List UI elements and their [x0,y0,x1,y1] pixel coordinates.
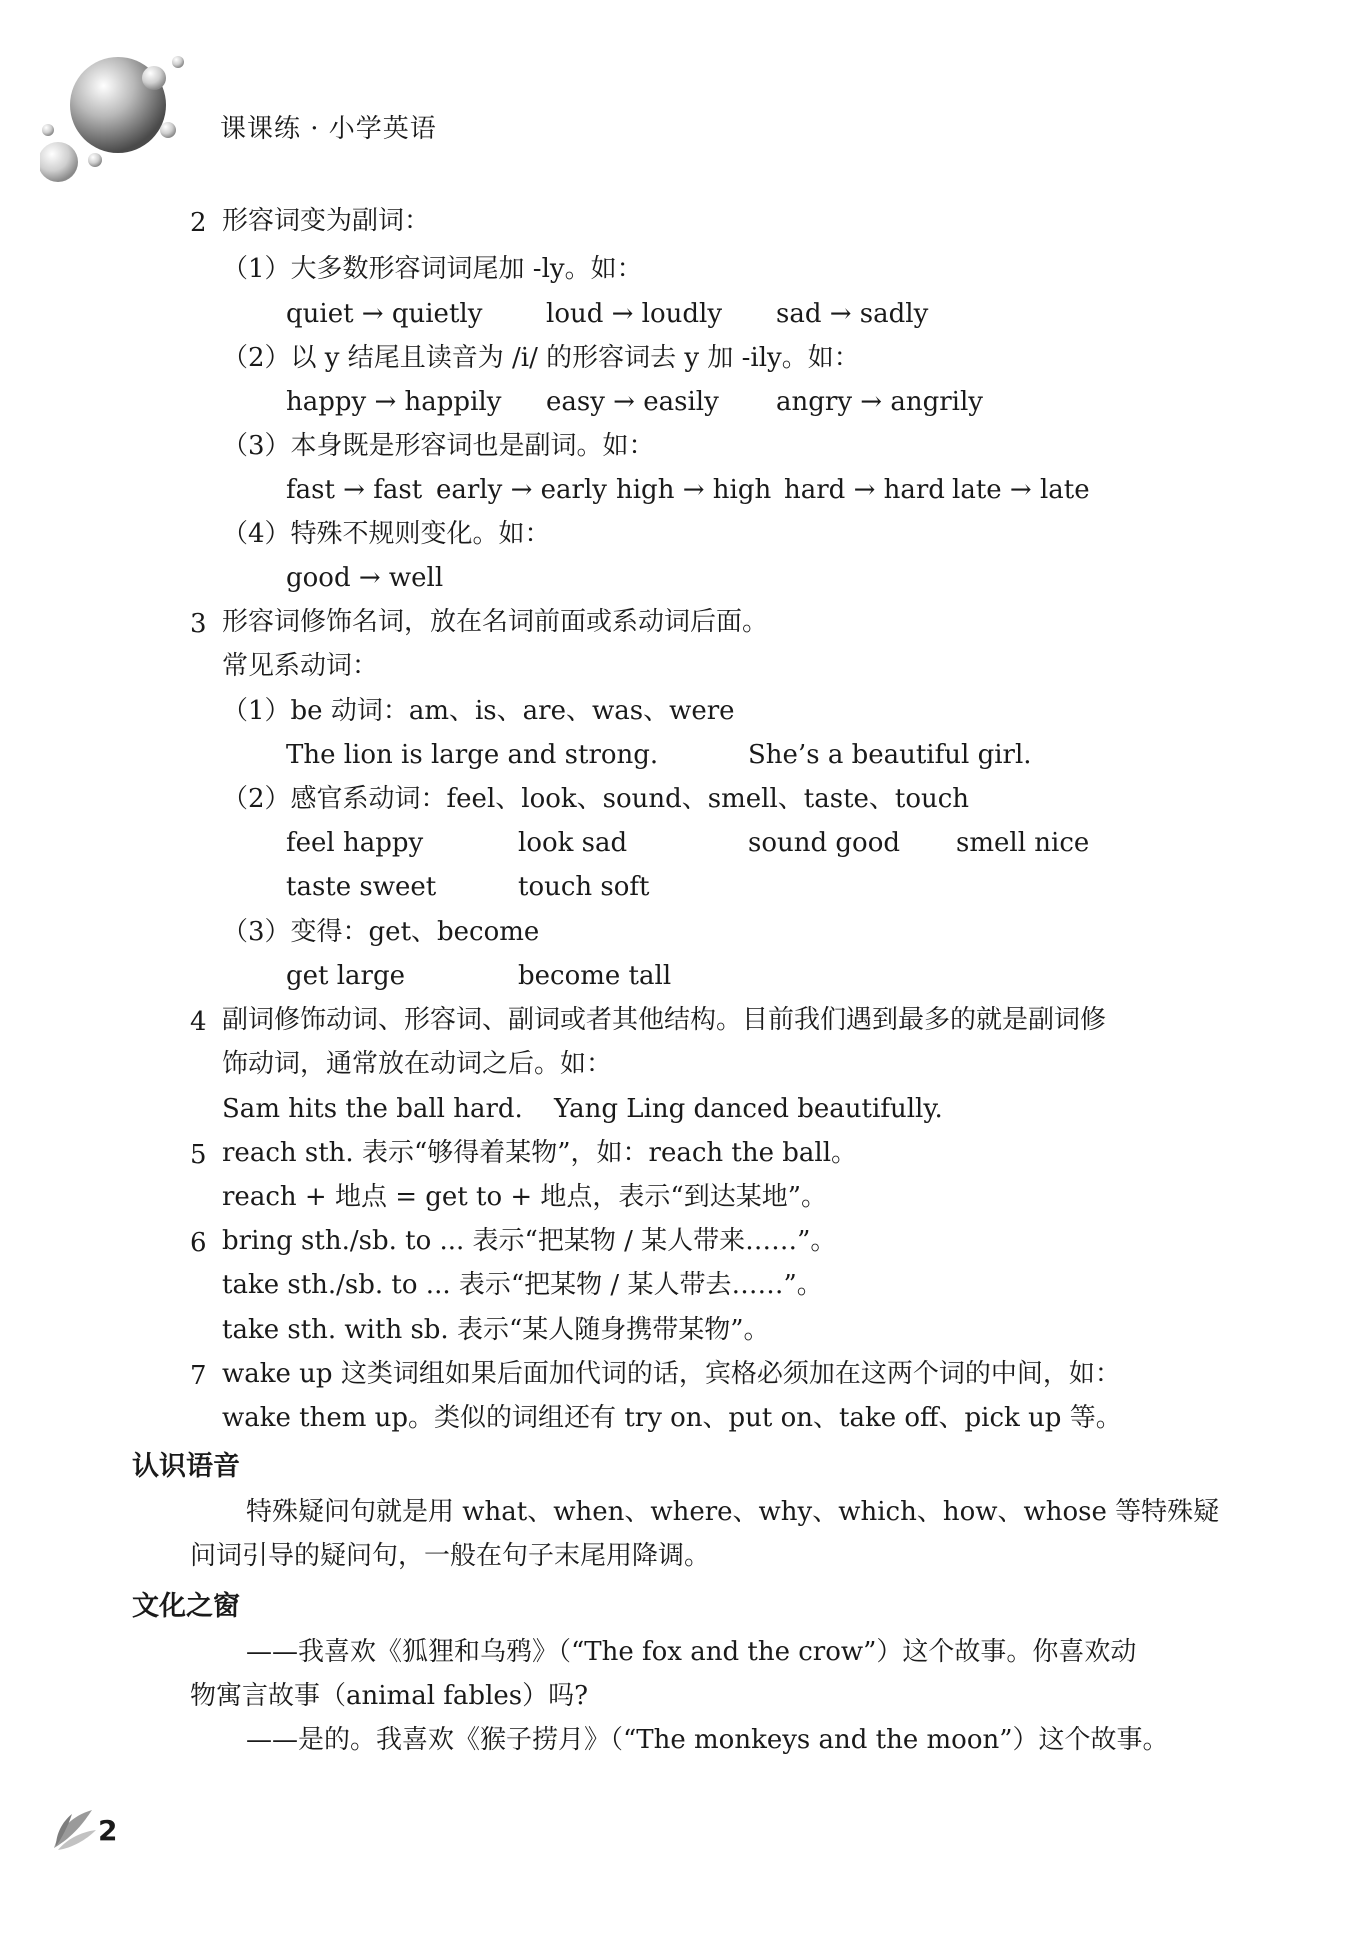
item-text: take sth./sb. to ... 表示“把某物 / 某人带去……”。 [222,1270,823,1300]
section-heading: 认识语音 [132,1451,240,1482]
sub-heading: （2）感官系动词：feel、look、sound、smell、taste、touch [222,784,970,814]
paragraph-line: 特殊疑问句就是用 what、when、where、why、which、how、whose 等特殊疑 [246,1497,1220,1527]
example: loud → loudly [546,299,723,329]
section-heading: 文化之窗 [132,1591,240,1622]
example: sad → sadly [776,299,929,329]
item-text: reach + 地点 = get to + 地点，表示“到达某地”。 [222,1182,827,1212]
example: angry → angrily [776,387,983,417]
example: good → well [286,563,444,593]
bubbles-decoration [40,50,210,190]
item-number: 3 [190,609,207,639]
leaf-icon [52,1808,98,1852]
example: She’s a beautiful girl. [748,740,1032,770]
page-header [40,50,640,190]
item-text: wake up 这类词组如果后面加代词的话，宾格必须加在这两个词的中间，如： [222,1359,1121,1389]
sub-heading: （2）以 y 结尾且读音为 /i/ 的形容词去 y 加 -ily。如： [222,343,860,373]
example: sound good [748,828,900,858]
item-text: take sth. with sb. 表示“某人随身携带某物”。 [222,1315,770,1345]
item-text: 饰动词，通常放在动词之后。如： [222,1049,613,1079]
example: become tall [518,961,672,991]
example: happy → happily [286,387,502,417]
example: get large [286,961,406,991]
item-text: 副词修饰动词、形容词、副词或者其他结构。目前我们遇到最多的就是副词修 [222,1005,1107,1035]
example: The lion is large and strong. [286,740,659,770]
example: feel happy [286,828,424,858]
example: high → high [616,475,772,505]
example: touch soft [518,872,650,902]
item-number: 2 [190,208,207,238]
example: smell nice [956,828,1090,858]
header-title: 课课练 · 小学英语 [220,114,437,144]
item-number: 4 [190,1007,207,1037]
sub-heading: （4）特殊不规则变化。如： [222,519,551,549]
page-footer [52,1808,132,1858]
example: fast → fast [286,475,423,505]
page-number: 2 [98,1814,118,1847]
paragraph-line: ——是的。我喜欢《猴子捞月》（“The monkeys and the moon”）这个故事。 [246,1725,1169,1755]
example: look sad [518,828,628,858]
paragraph-line: 问词引导的疑问句，一般在句子末尾用降调。 [190,1541,711,1571]
sub-heading: （1）大多数形容词词尾加 -ly。如： [222,254,643,284]
example: taste sweet [286,872,437,902]
item-number: 6 [190,1228,207,1258]
paragraph-line: 物寓言故事（animal fables）吗? [190,1681,589,1711]
example: Yang Ling danced beautifully. [554,1094,943,1124]
item-number: 5 [190,1140,207,1170]
item-text: reach sth. 表示“够得着某物”，如：reach the ball。 [222,1138,858,1168]
sub-heading: （3）变得：get、become [222,917,540,947]
item-number: 7 [190,1361,207,1391]
example: late → late [952,475,1090,505]
paragraph-line: ——我喜欢《狐狸和乌鸦》（“The fox and the crow”）这个故事。你喜欢动 [246,1637,1137,1667]
sub-heading: （1）be 动词：am、is、are、was、were [222,696,735,726]
item-text: bring sth./sb. to ... 表示“把某物 / 某人带来……”。 [222,1226,837,1256]
item-subtitle: 常见系动词： [222,651,379,681]
example: early → early [436,475,607,505]
item-title: 形容词变为副词： [222,206,431,236]
item-text: wake them up。类似的词组还有 try on、put on、take off、pick up 等。 [222,1403,1122,1433]
example: easy → easily [546,387,719,417]
item-title: 形容词修饰名词，放在名词前面或系动词后面。 [222,607,769,637]
example: Sam hits the ball hard. [222,1094,523,1124]
sub-heading: （3）本身既是形容词也是副词。如： [222,431,655,461]
example: quiet → quietly [286,299,483,329]
example: hard → hard [784,475,945,505]
